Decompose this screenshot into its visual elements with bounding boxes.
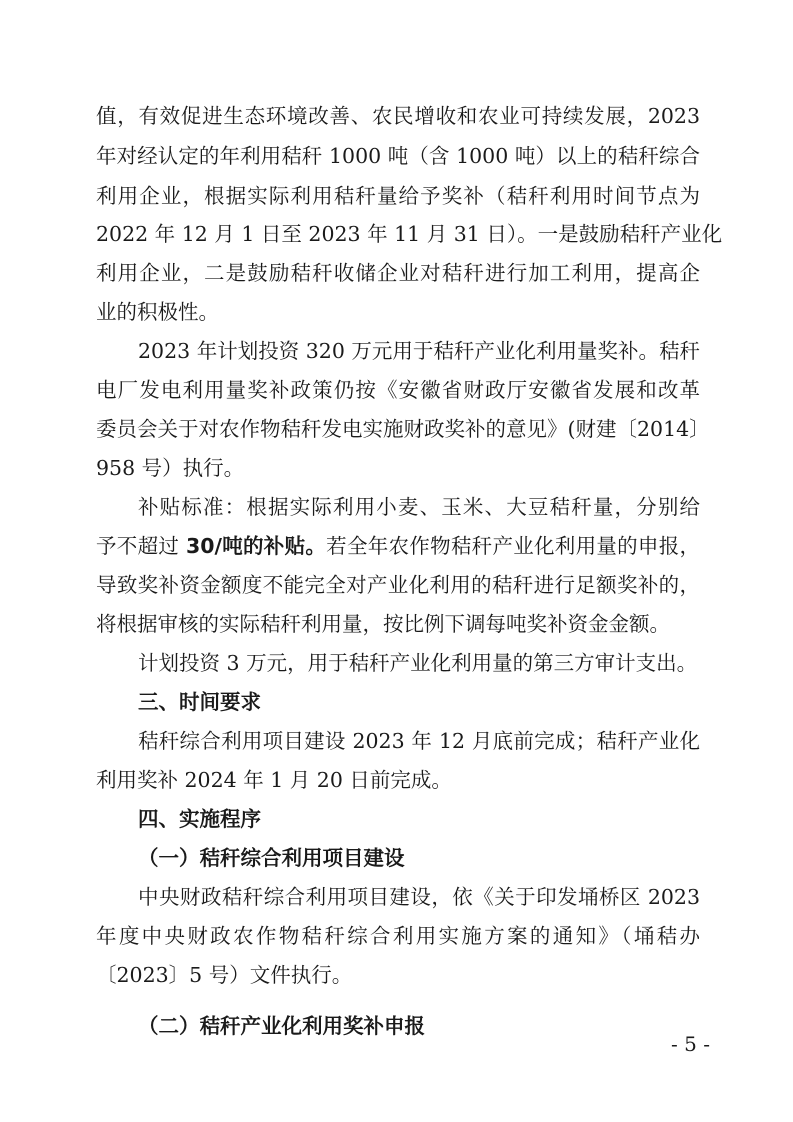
body-line: 年度中央财政农作物秸秆综合利用实施方案的通知》（埇秸办 xyxy=(96,924,700,948)
body-line: 值，有效促进生态环境改善、农民增收和农业可持续发展，2023 xyxy=(96,104,700,128)
body-line: 利用奖补 2024 年 1 月 20 日前完成。 xyxy=(96,768,452,792)
subsidy-rest: 若全年农作物秸秆产业化利用量的申报， xyxy=(326,534,700,558)
section-heading: 四、实施程序 xyxy=(138,807,261,831)
subsection-heading: （一）秸秆综合利用项目建设 xyxy=(138,846,405,870)
body-line: 业的积极性。 xyxy=(96,300,219,324)
paragraph-start: 计划投资 3 万元，用于秸秆产业化利用量的第三方审计支出。 xyxy=(138,651,698,675)
subsection-heading: （二）秸秆产业化利用奖补申报 xyxy=(138,1014,425,1038)
paragraph-start: 补贴标准：根据实际利用小麦、玉米、大豆秸秆量，分别给 xyxy=(138,495,700,519)
body-line: 将根据审核的实际秸秆利用量，按比例下调每吨奖补资金金额。 xyxy=(96,612,670,636)
body-line-mixed xyxy=(96,531,700,561)
page-number: - 5 - xyxy=(671,1032,710,1056)
subsidy-amount: 30/吨的补贴。 xyxy=(185,534,327,558)
subsidy-prefix: 予不超过 xyxy=(96,534,186,558)
body-line: 2022 年 12 月 1 日至 2023 年 11 月 31 日）。一是鼓励秸秆产业化 xyxy=(96,222,723,246)
body-line: 利用企业，根据实际利用秸秆量给予奖补（秸秆利用时间节点为 xyxy=(96,184,700,208)
body-line: 〔2023〕5 号）文件执行。 xyxy=(96,963,353,987)
section-heading: 三、时间要求 xyxy=(138,690,261,714)
paragraph-start: 秸秆综合利用项目建设 2023 年 12 月底前完成；秸秆产业化 xyxy=(138,729,700,753)
body-line: 委员会关于对农作物秸秆发电实施财政奖补的意见》(财建〔2014〕 xyxy=(96,417,710,441)
paragraph-start: 中央财政秸秆综合利用项目建设，依《关于印发埇桥区 2023 xyxy=(138,885,700,909)
body-line: 导致奖补资金额度不能完全对产业化利用的秸秆进行足额奖补的， xyxy=(96,573,700,597)
body-line: 电厂发电利用量奖补政策仍按《安徽省财政厅安徽省发展和改革 xyxy=(96,378,700,402)
body-line: 利用企业，二是鼓励秸秆收储企业对秸秆进行加工利用，提高企 xyxy=(96,261,700,285)
body-line: 958 号）执行。 xyxy=(96,456,245,480)
body-line: 年对经认定的年利用秸秆 1000 吨（含 1000 吨）以上的秸秆综合 xyxy=(96,144,700,168)
paragraph-start: 2023 年计划投资 320 万元用于秸秆产业化利用量奖补。秸秆 xyxy=(138,339,700,363)
